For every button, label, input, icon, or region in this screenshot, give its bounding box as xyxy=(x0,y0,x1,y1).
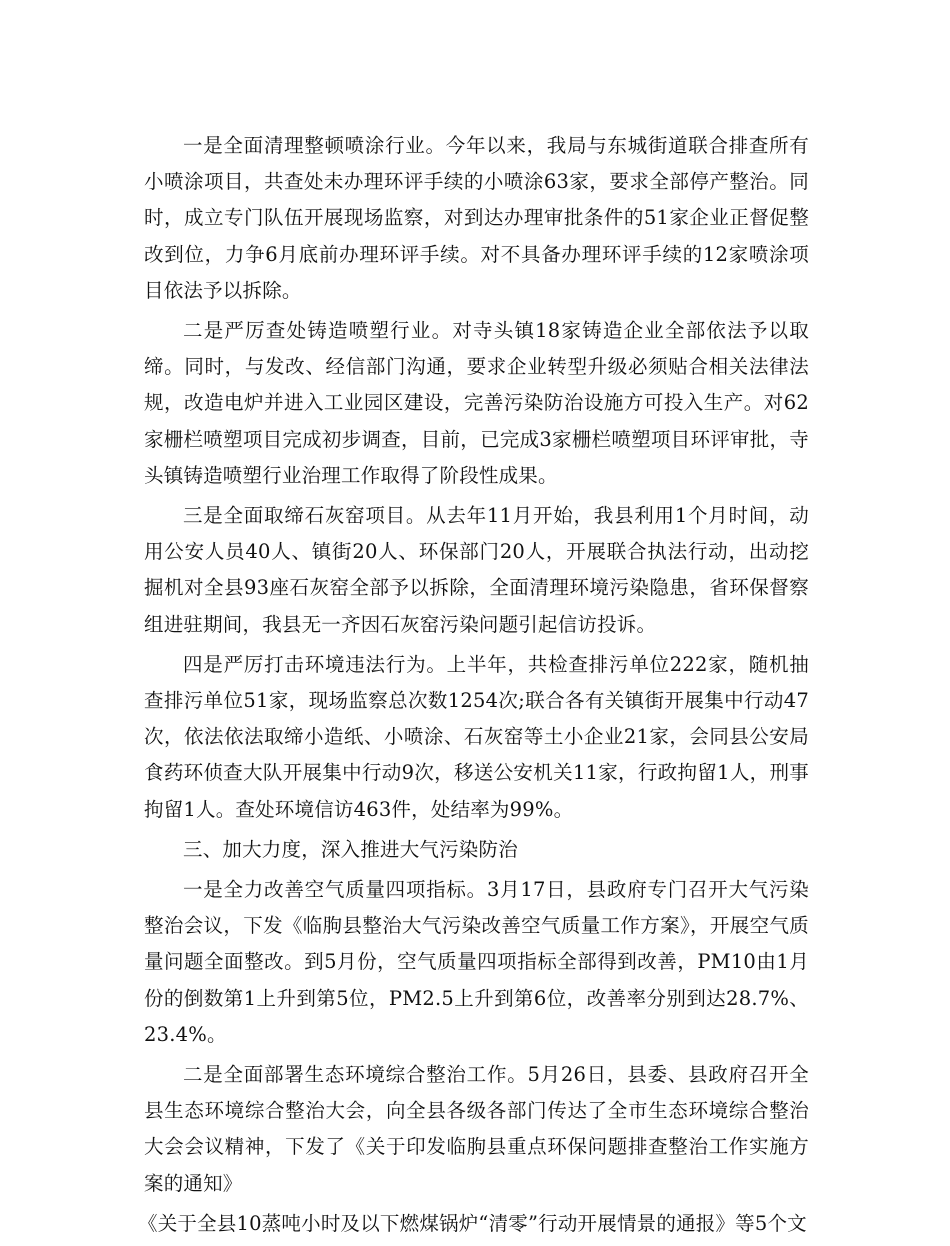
paragraph-spraying-rectification: 一是全面清理整顿喷涂行业。今年以来，我局与东城街道联合排查所有小喷涂项目，共查处未办理环评手续的小喷涂63家，要求全部停产整治。同时，成立专门队伍开展现场监察，对到达办理审批条件的51家企业正督促整改到位，力争6月底前办理环评手续。对不具备办理环评手续的12家喷涂项目依法予以拆除。 xyxy=(144,134,809,302)
paragraph-eco-rectification: 二是全面部署生态环境综合整治工作。5月26日，县委、县政府召开全县生态环境综合整治大会，向全县各级各部门传达了全市生态环境综合整治大会会议精神，下发了《关于印发临朐县重点环保问题排查整治工作实施方案的通知》 xyxy=(144,1063,809,1195)
paragraph-enforcement: 四是严厉打击环境违法行为。上半年，共检查排污单位222家，随机抽查排污单位51家，现场监察总次数1254次;联合各有关镇街开展集中行动47次，依法依法取缔小造纸、小喷涂、石灰窑等土小企业21家，会同县公安局食药环侦查大队开展集中行动9次，移送公安机关11家，行政拘留1人，刑事拘留1人。查处环境信访463件，处结率为99%。 xyxy=(144,652,809,821)
paragraph-air-quality: 一是全力改善空气质量四项指标。3月17日，县政府专门召开大气污染整治会议，下发《临朐县整治大气污染改善空气质量工作方案》，开展空气质量问题全面整改。到5月份，空气质量四项指标全部得到改善，PM10由1月份的倒数第1上升到第5位，PM2.5上升到第6位，改善率分别到达28.7%、23.4%。 xyxy=(144,878,809,1046)
paragraph-casting-powder-coating: 二是严厉查处铸造喷塑行业。对寺头镇18家铸造企业全部依法予以取缔。同时，与发改、经信部门沟通，要求企业转型升级必须贴合相关法律法规，改造电炉并进入工业园区建设，完善污染防治设施方可投入生产。对62家栅栏喷塑项目完成初步调查，目前，已完成3家栅栏喷塑项目环评审批，寺头镇铸造喷塑行业治理工作取得了阶段性成果。 xyxy=(144,319,809,487)
paragraph-lime-kiln-ban: 三是全面取缔石灰窑项目。从去年11月开始，我县利用1个月时间，动用公安人员40人、镇街20人、环保部门20人，开展联合执法行动，出动挖掘机对全县93座石灰窑全部予以拆除，全面清理环境污染隐患，省环保督察组进驻期间，我县无一齐因石灰窑污染问题引起信访投诉。 xyxy=(144,504,809,636)
paragraph-continued-notice: 《关于全县10蒸吨小时及以下燃煤锅炉“清零”行动开展情景的通报》等5个文 xyxy=(138,1211,807,1235)
section-heading-air-pollution: 三、加大力度，深入推进大气污染防治 xyxy=(183,837,518,861)
document-body xyxy=(138,128,809,1246)
